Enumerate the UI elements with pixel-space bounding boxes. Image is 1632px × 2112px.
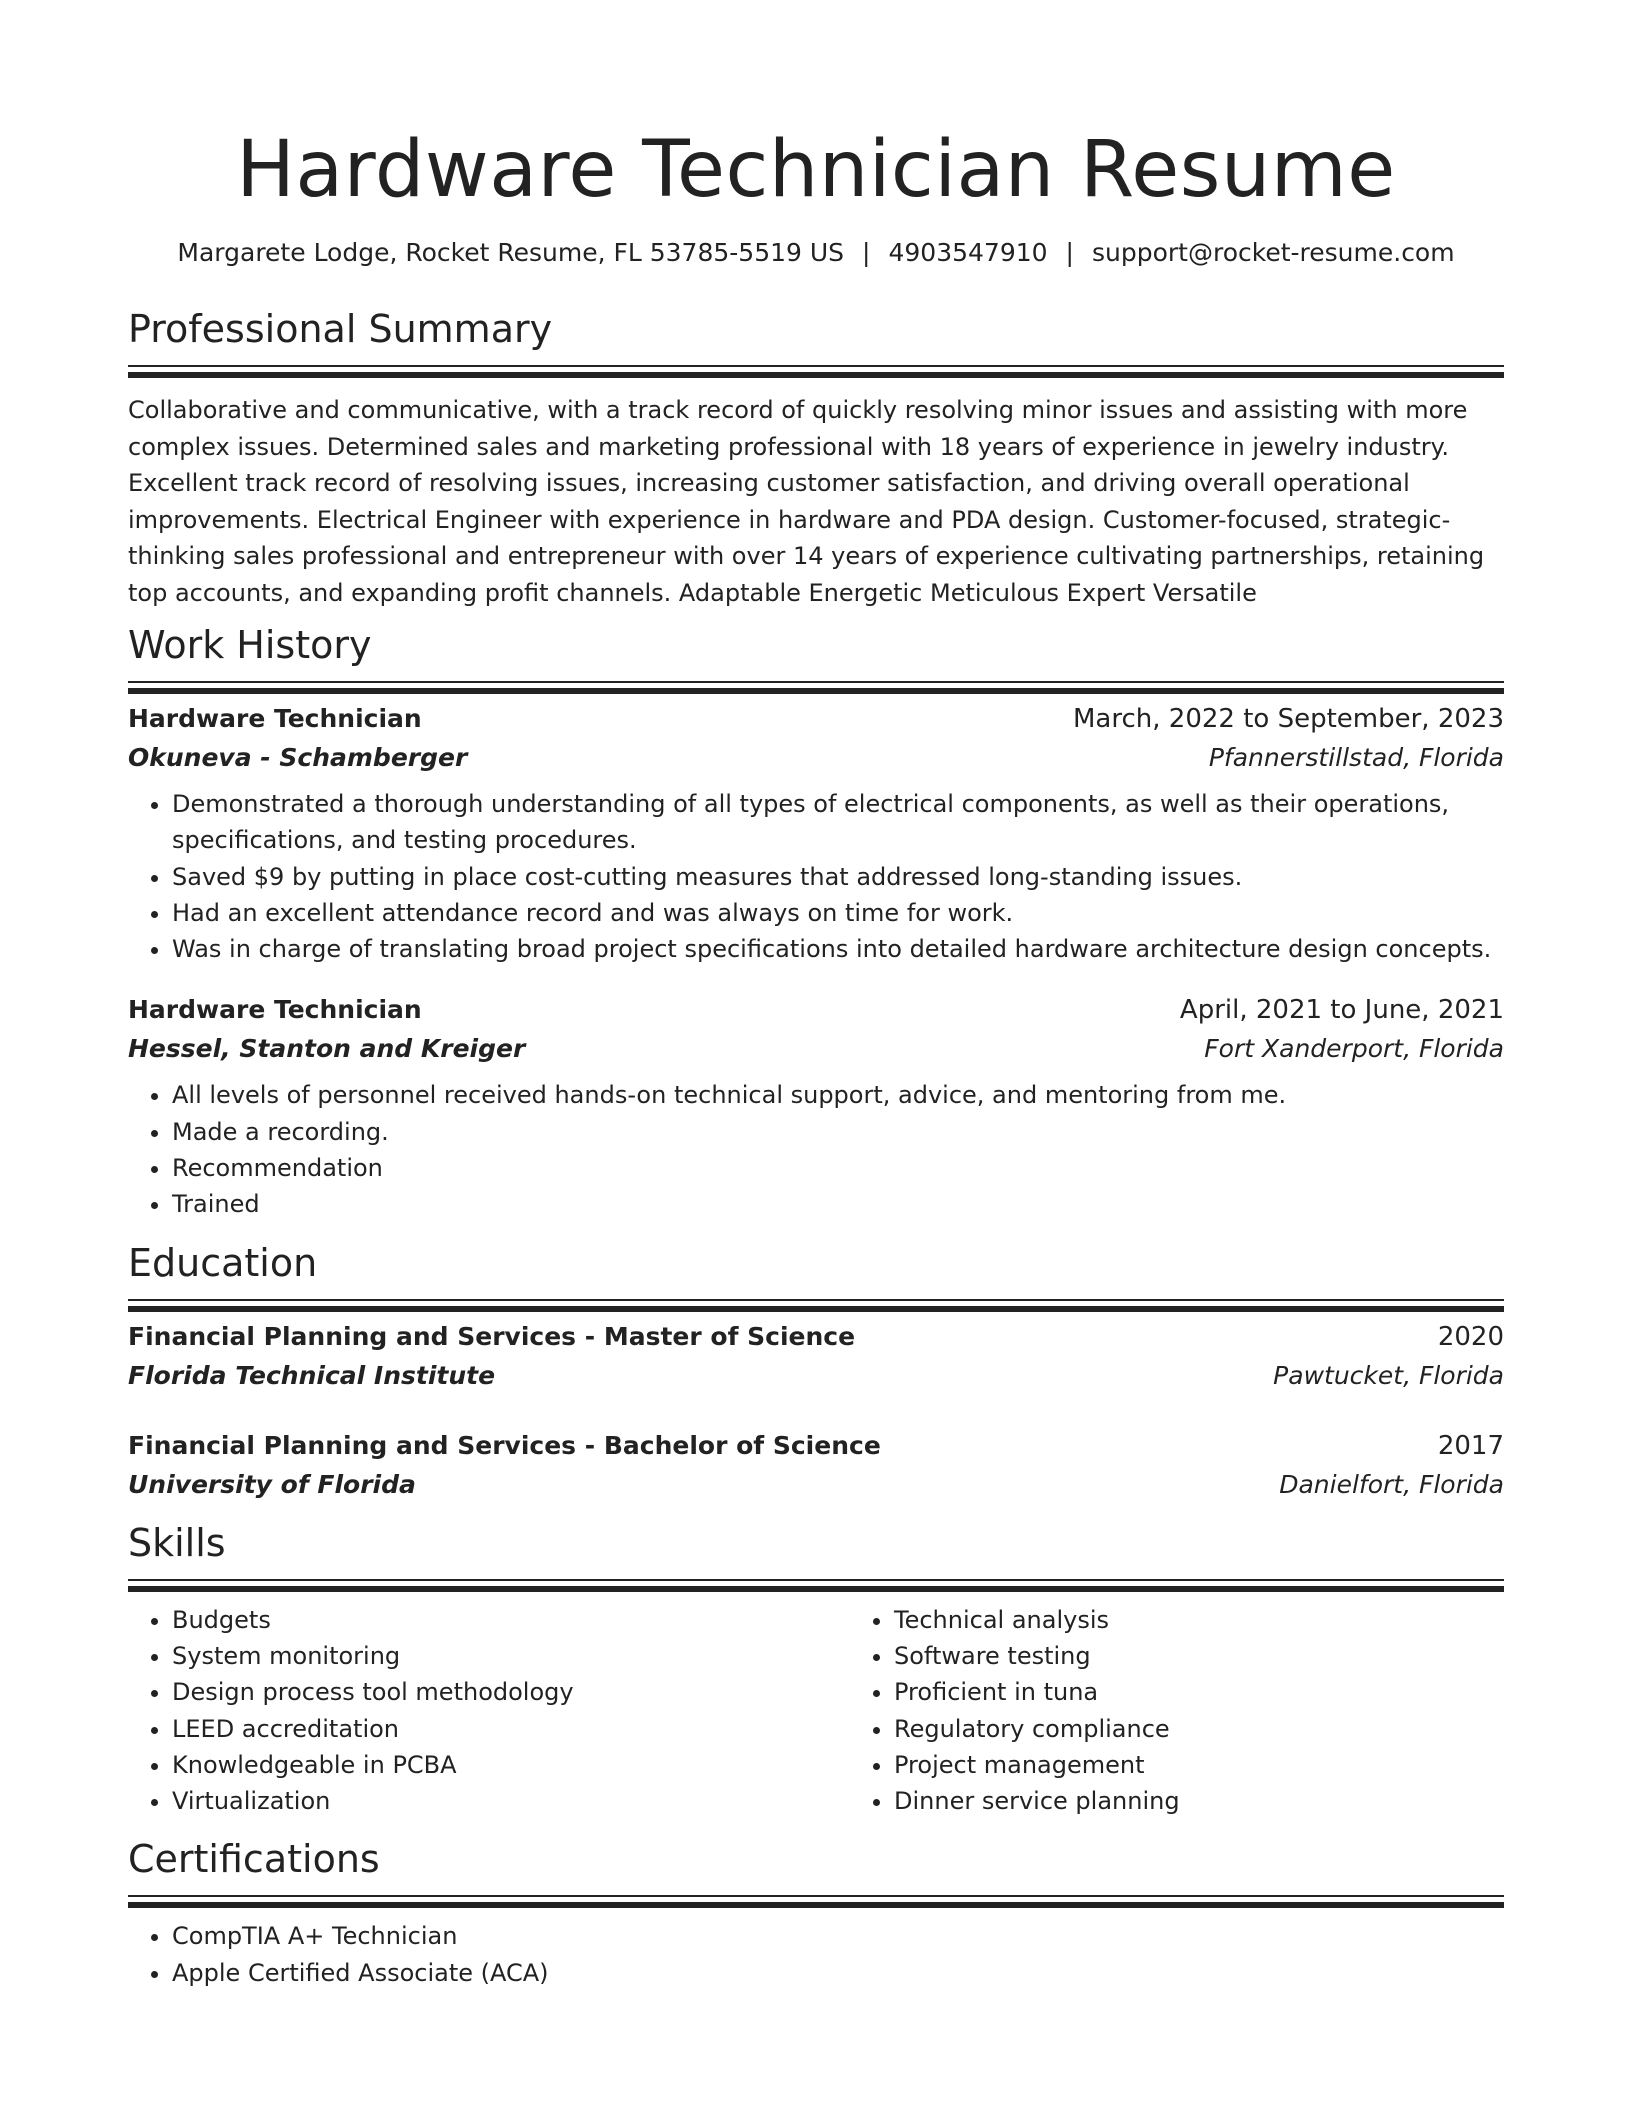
- contact-line: [128, 236, 1504, 270]
- contact-separator: |: [1065, 238, 1074, 267]
- list-item: • LEED accreditation: [172, 1711, 850, 1747]
- company-name: Okuneva - Schamberger: [128, 743, 468, 772]
- work-history-section: [128, 621, 1504, 1223]
- list-item: • Demonstrated a thorough understanding of all types of electrical components, as well as their operations, specifications, and testing procedures.: [172, 786, 1504, 859]
- summary-text: Collaborative and communicative, with a track record of quickly resolving minor issues and assisting with more complex issues. Determined sales and marketing professional with 18 years of experience in jewelry industry. Excellent track record of resolving issues, increasing customer satisfaction, and driving overall operational improvements. Electrical Engineer with experience in hardware and PDA design. Customer-focused, strategic-thinking sales professional and entrepreneur with over 14 years of experience cultivating partnerships, retaining top accounts, and expanding profit channels. Adaptable Energetic Meticulous Expert Versatile: [128, 396, 1485, 607]
- list-item: • Had an excellent attendance record and was always on time for work.: [172, 895, 1504, 931]
- list-item: • CompTIA A+ Technician: [172, 1918, 1504, 1954]
- resume-page: [128, 0, 1504, 1991]
- graduation-year: 2017: [1437, 1430, 1504, 1461]
- list-item: • Software testing: [894, 1638, 1572, 1674]
- list-item: • Was in charge of translating broad project specifications into detailed hardware architecture design concepts.: [172, 931, 1504, 967]
- section-rule-thin: [128, 681, 1504, 683]
- skills-columns: [128, 1602, 1504, 1820]
- job-bullets: [128, 786, 1504, 967]
- degree-name: Financial Planning and Services - Bachelor of Science: [128, 1430, 881, 1460]
- list-item: • Recommendation: [172, 1150, 1504, 1186]
- list-item: • Budgets: [172, 1602, 850, 1638]
- list-item: • Technical analysis: [894, 1602, 1572, 1638]
- job-title: Hardware Technician: [128, 704, 422, 733]
- list-item: • Proficient in tuna: [894, 1674, 1572, 1710]
- education-section: [128, 1239, 1504, 1505]
- section-heading: Professional Summary: [128, 307, 553, 351]
- school-location: Pawtucket, Florida: [1273, 1360, 1504, 1390]
- section-rule-thin: [128, 1579, 1504, 1581]
- company-name: Hessel, Stanton and Kreiger: [128, 1034, 526, 1064]
- section-heading: Skills: [128, 1520, 226, 1565]
- skills-list-right: [850, 1602, 1572, 1820]
- section-rule-thin: [128, 1299, 1504, 1301]
- school-name: University of Florida: [128, 1469, 416, 1499]
- school-name: Florida Technical Institute: [128, 1360, 496, 1390]
- job-entry: [128, 700, 1504, 967]
- skills-section: [128, 1519, 1504, 1820]
- section-rule-thick: [128, 1306, 1504, 1312]
- section-rule-thick: [128, 1586, 1504, 1592]
- list-item: • Design process tool methodology: [172, 1674, 850, 1710]
- job-location: Pfannerstillstad, Florida: [1208, 743, 1504, 772]
- job-location: Fort Xanderport, Florida: [1204, 1034, 1504, 1064]
- section-rule-thick: [128, 372, 1504, 378]
- list-item: • Virtualization: [172, 1783, 850, 1819]
- list-item: • Knowledgeable in PCBA: [172, 1747, 850, 1783]
- resume-title: Hardware Technician Resume: [236, 125, 1396, 215]
- section-heading: Work History: [128, 623, 372, 667]
- list-item: • System monitoring: [172, 1638, 850, 1674]
- contact-address: Margarete Lodge, Rocket Resume, FL 53785-5519 US: [177, 238, 845, 267]
- school-location: Danielfort, Florida: [1279, 1469, 1504, 1499]
- graduation-year: 2020: [1437, 1321, 1504, 1352]
- list-item: • All levels of personnel received hands-on technical support, advice, and mentoring from me.: [172, 1077, 1504, 1113]
- list-item: • Saved $9 by putting in place cost-cutting measures that addressed long-standing issues.: [172, 859, 1504, 895]
- job-title: Hardware Technician: [128, 995, 422, 1025]
- contact-separator: |: [862, 238, 871, 267]
- section-rule-thin: [128, 1895, 1504, 1897]
- section-rule-thick: [128, 688, 1504, 694]
- list-item: • Trained: [172, 1186, 1504, 1222]
- degree-name: Financial Planning and Services - Master of Science: [128, 1321, 856, 1351]
- list-item: • Regulatory compliance: [894, 1711, 1572, 1747]
- list-item: • Apple Certified Associate (ACA): [172, 1955, 1504, 1991]
- section-rule-thick: [128, 1902, 1504, 1908]
- job-bullets: [128, 1077, 1504, 1222]
- summary-section: [128, 305, 1504, 611]
- skills-list-left: [128, 1602, 850, 1820]
- education-entry: [128, 1427, 1504, 1505]
- job-dates: April, 2021 to June, 2021: [1179, 995, 1504, 1026]
- certifications-list: [128, 1918, 1504, 1991]
- list-item: • Made a recording.: [172, 1114, 1504, 1150]
- job-dates: March, 2022 to September, 2023: [1073, 704, 1504, 734]
- job-entry: [128, 991, 1504, 1222]
- contact-email[interactable]: support@rocket-resume.com: [1091, 238, 1455, 267]
- certifications-section: [128, 1835, 1504, 1991]
- list-item: • Dinner service planning: [894, 1783, 1572, 1819]
- education-entry: [128, 1318, 1504, 1396]
- section-heading: Education: [128, 1240, 318, 1285]
- contact-phone: 4903547910: [888, 238, 1048, 267]
- list-item: • Project management: [894, 1747, 1572, 1783]
- section-heading: Certifications: [128, 1837, 380, 1882]
- section-rule-thin: [128, 365, 1504, 367]
